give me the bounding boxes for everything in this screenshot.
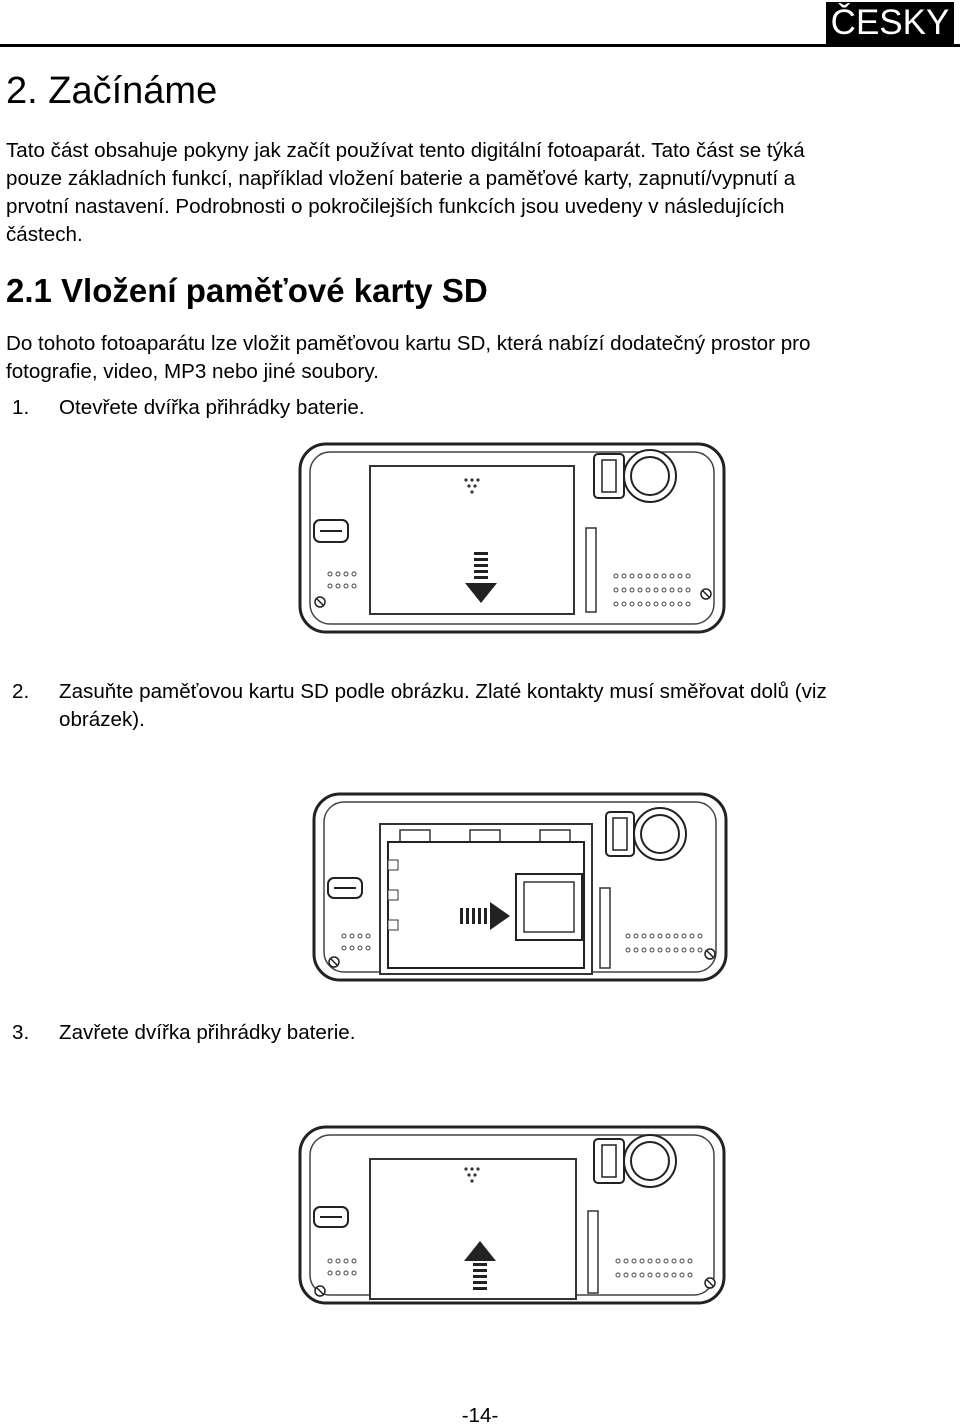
- step-number: 2.: [12, 680, 30, 703]
- section-intro-line-4: částech.: [6, 223, 83, 246]
- step-2: [6, 678, 954, 734]
- figure-close-door: [296, 1116, 728, 1314]
- step-1: [6, 394, 954, 422]
- figure-open-door: [296, 440, 728, 638]
- step-text: Zasuňte paměťovou kartu SD podle obrázku. Zlaté kontakty musí směřovat dolů (viz: [59, 680, 827, 703]
- step-3: [6, 1019, 954, 1047]
- section-intro-line-2: pouze základních funkcí, například vložení baterie a paměťové karty, zapnutí/vypnutí a: [6, 167, 796, 190]
- step-number: 3.: [12, 1021, 30, 1044]
- camera-sd-card-insert-icon: [310, 790, 730, 986]
- page-number: -14-: [461, 1404, 499, 1427]
- camera-back-door-close-icon: [296, 1116, 728, 1314]
- section-intro-line-3: prvotní nastavení. Podrobnosti o pokročilejších funkcích jsou uvedeny v následujících: [6, 195, 785, 218]
- subsection-intro-line-2: fotografie, video, MP3 nebo jiné soubory.: [6, 360, 379, 383]
- subsection-title: 2.1 Vložení paměťové karty SD: [6, 272, 488, 309]
- step-text-continued: obrázek).: [59, 708, 145, 731]
- step-text: Otevřete dvířka přihrádky baterie.: [59, 396, 365, 419]
- subsection-intro-line-1: Do tohoto fotoaparátu lze vložit paměťovou kartu SD, která nabízí dodatečný prostor pro: [6, 332, 811, 355]
- step-number: 1.: [12, 396, 30, 419]
- header-rule: [0, 44, 960, 47]
- section-title: 2. Začínáme: [6, 70, 218, 112]
- camera-back-door-open-icon: [296, 440, 728, 638]
- figure-insert-card: [310, 790, 730, 986]
- section-intro-line-1: Tato část obsahuje pokyny jak začít používat tento digitální fotoaparát. Tato část se týká: [6, 139, 805, 162]
- step-text: Zavřete dvířka přihrádky baterie.: [59, 1021, 356, 1044]
- language-badge: ČESKY: [826, 2, 954, 44]
